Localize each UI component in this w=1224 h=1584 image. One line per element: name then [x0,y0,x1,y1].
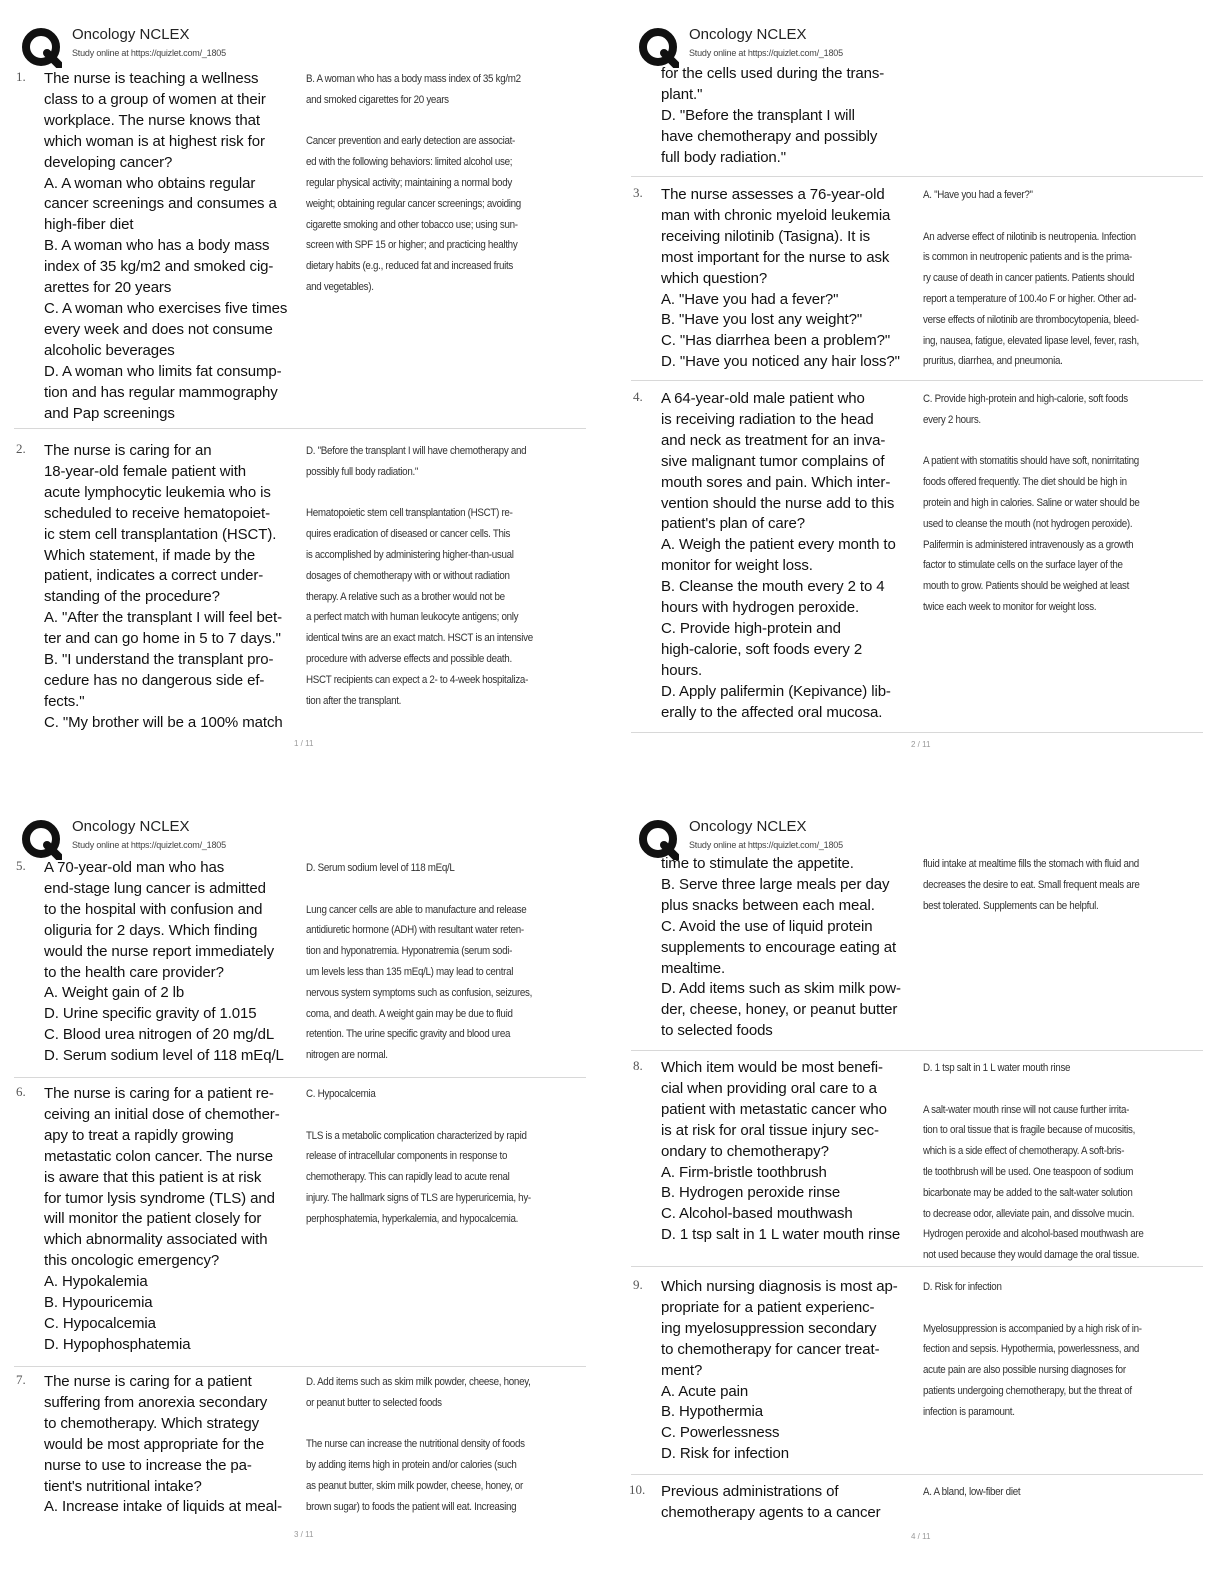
question-divider [14,1366,586,1367]
page-number: 4 / 11 [911,1532,931,1541]
question-number: 4. [633,389,643,404]
document-page-1 [8,4,598,784]
text-line: sive malignant tumor complains of [661,452,885,470]
text-line: injury. The hallmark signs of TLS are hyperuricemia, hy- [306,1191,531,1204]
answer-text [923,389,1205,431]
text-line: regular physical activity; maintaining a normal body [306,176,512,189]
text-line: ed with the following behaviors: limited alcohol use; [306,156,513,169]
text-line: B. "Have you lost any weight?" [661,311,863,329]
text-line: patients undergoing chemotherapy, but the threat of [923,1384,1132,1397]
question-divider [631,1050,1203,1051]
text-line: class to a group of women at their [44,90,266,108]
text-line: D. 1 tsp salt in 1 L water mouth rinse [661,1226,901,1244]
text-line: D. A woman who limits fat consump- [44,362,282,380]
text-line: D. Urine specific gravity of 1.015 [44,1005,257,1023]
text-line: A. "Have you had a fever?" [661,290,839,308]
text-line: tion and has regular mammography [44,383,278,401]
text-line: 18-year-old female patient with [44,462,247,480]
text-line: chemotherapy agents to a cancer [661,1503,881,1521]
text-line: and vegetables). [306,280,374,293]
text-line: B. Serve three large meals per day [661,875,890,893]
text-line: index of 35 kg/m2 and smoked cig- [44,258,274,276]
text-line: Previous administrations of [661,1483,839,1500]
answer-column [306,858,588,1066]
answer-text [306,69,588,111]
question-number: 5. [16,858,26,873]
rationale-text [923,1100,1205,1266]
page-number: 2 / 11 [911,740,931,749]
text-line: tient's nutritional intake? [44,1477,202,1495]
question-divider [631,380,1203,381]
text-line: D. Serum sodium level of 118 mEq/L [306,862,455,874]
text-line: C. "Has diarrhea been a problem?" [661,332,891,350]
text-line: D. Risk for infection [661,1445,789,1463]
text-line: ry cause of death in cancer patients. Patients should [923,272,1135,285]
text-line: Which item would be most benefi- [661,1059,883,1076]
text-line: acute pain are also possible nursing diagnoses for [923,1364,1126,1377]
answer-column [306,441,588,711]
text-line: A. A bland, low-fiber diet [923,1486,1021,1498]
text-line: weight; obtaining regular cancer screenings; avoiding [306,197,521,210]
answer-text [923,1482,1205,1503]
text-line: as peanut butter, skim milk powder, cheese, honey, or [306,1479,523,1492]
text-line: mouth to grow. Patients should be weighed at least [923,580,1130,593]
text-line: factor to stimulate cells on the surface layer of the [923,559,1123,572]
text-line: would be most appropriate for the [44,1435,265,1453]
text-line: report a temperature of 100.4o F or higher. Other ad- [923,292,1137,305]
text-line: C. Avoid the use of liquid protein [661,917,873,935]
text-line: tion to oral tissue that is fragile because of mucositis, [923,1124,1136,1137]
text-line: therapy. A relative such as a brother would not be [306,590,505,603]
text-line: supplements to encourage eating at [661,938,897,956]
text-line: D. Serum sodium level of 118 mEq/L [44,1047,284,1065]
text-line: coma, and death. A weight gain may be due to fluid [306,1007,513,1020]
question-number: 1. [16,69,26,84]
text-line: twice each week to monitor for weight loss. [923,600,1097,613]
question-divider [631,176,1203,177]
header-title: Oncology NCLEX [689,818,807,835]
text-line: best tolerated. Supplements can be helpful. [923,899,1099,912]
rationale-text [923,451,1205,617]
text-line: HSCT recipients can expect a 2- to 4-week hospitaliza- [306,673,529,686]
text-line: Cancer prevention and early detection are associat- [306,135,516,148]
text-line: cedure has no dangerous side ef- [44,671,265,689]
text-line: verse effects of nilotinib are thrombocytopenia, bleed- [923,313,1139,326]
header-subtitle[interactable]: Study online at https://quizlet.com/_1805 [689,48,843,58]
text-line: standing of the procedure? [44,588,220,606]
question-number: 6. [16,1084,26,1099]
rationale-text [306,1126,588,1230]
text-line: cial when providing oral care to a [661,1079,877,1097]
text-line: patient with metastatic cancer who [661,1100,887,1118]
question-number: 9. [633,1277,643,1292]
text-line: B. Hypothermia [661,1403,763,1421]
text-line: pruritus, diarrhea, and pneumonia. [923,355,1063,368]
text-line: A salt-water mouth rinse will not cause further irrita- [923,1103,1130,1116]
text-line: possibly full body radiation." [306,465,419,478]
text-line: ing myelosuppression secondary [661,1319,877,1337]
rationale-text [306,1434,588,1517]
text-line: D. "Before the transplant I will [661,106,855,124]
question-text [661,185,923,373]
text-line: D. Hypophosphatemia [44,1335,191,1353]
quizlet-q-logo-icon [22,28,62,68]
text-line: acute lymphocytic leukemia who is [44,483,271,501]
text-line: to chemotherapy for cancer treat- [661,1340,880,1358]
rationale-text [306,900,588,1066]
text-line: Which nursing diagnosis is most ap- [661,1278,898,1295]
text-line: ing, nausea, fatigue, elevated lipase level, fever, rash, [923,334,1139,347]
text-line: to decrease odor, alleviate pain, and dissolve mucin. [923,1207,1135,1220]
text-line: to selected foods [661,1022,773,1040]
text-line: A. Weigh the patient every month to [661,536,896,554]
text-line: and Pap screenings [44,404,175,422]
text-line: An adverse effect of nilotinib is neutropenia. Infection [923,230,1136,243]
text-line: a perfect match with human leukocyte antigens; only [306,611,519,624]
answer-text [306,441,588,483]
text-line: tion and hyponatremia. Hyponatremia (serum sodi- [306,945,513,958]
text-line: and smoked cigarettes for 20 years [306,93,449,106]
text-line: developing cancer? [44,153,173,171]
text-line: A. Weight gain of 2 lb [44,984,185,1002]
text-line: identical twins are an exact match. HSCT is an intensive [306,632,533,645]
document-page-2 [625,4,1215,784]
text-line: C. "My brother will be a 100% match [44,713,283,731]
text-line: D. Apply palifermin (Kepivance) lib- [661,682,891,700]
text-line: scheduled to receive hematopoiet- [44,504,271,522]
text-line: arettes for 20 years [44,279,172,297]
text-line: and neck as treatment for an inva- [661,431,886,449]
text-line: nervous system symptoms such as confusion, seizures, [306,986,533,999]
text-line: C. Hypocalcemia [44,1314,156,1332]
text-line: which is a side effect of chemotherapy. A soft-bris- [923,1145,1125,1158]
text-line: every week and does not consume [44,320,273,338]
text-line: protein and high in calories. Saline or water should be [923,496,1140,509]
text-line: not used because they would damage the oral tissue. [923,1249,1140,1262]
text-line: C. Provide high-protein and high-calorie, soft foods [923,393,1128,405]
text-line: hours with hydrogen peroxide. [661,599,860,617]
text-line: screen with SPF 15 or higher; and practicing healthy [306,239,518,252]
question-number: 8. [633,1058,643,1073]
text-line: The nurse is caring for an [44,442,212,459]
page-number: 3 / 11 [294,1530,314,1539]
text-line: Palifermin is administered intravenously as a growth [923,538,1134,551]
text-line: dosages of chemotherapy with or without radiation [306,569,510,582]
answer-column [923,1482,1205,1503]
text-line: The nurse is teaching a wellness [44,70,259,87]
text-line: mouth sores and pain. Which inter- [661,473,891,491]
text-line: A. A woman who obtains regular [44,174,256,192]
text-line: end-stage lung cancer is admitted [44,879,266,897]
answer-text [923,1277,1205,1298]
text-line: alcoholic beverages [44,341,175,359]
rationale-text [923,854,1205,916]
question-text [661,854,923,1042]
text-line: A. Acute pain [661,1382,749,1400]
text-line: C. Powerlessness [661,1424,780,1442]
text-line: A patient with stomatitis should have soft, nonirritating [923,455,1139,468]
rationale-text [923,227,1205,373]
text-line: tion after the transplant. [306,694,402,707]
text-line: is receiving radiation to the head [661,410,874,428]
text-line: perphosphatemia, hyperkalemia, and hypocalcemia. [306,1212,519,1225]
text-line: Lung cancer cells are able to manufacture and release [306,903,527,916]
header-title: Oncology NCLEX [689,26,807,43]
text-line: high-fiber diet [44,216,134,234]
text-line: The nurse assesses a 76-year-old [661,186,885,203]
text-line: which question? [661,269,768,287]
text-line: is at risk for oral tissue injury sec- [661,1121,879,1139]
answer-column [306,1084,588,1230]
text-line: mealtime. [661,959,726,977]
text-line: apy to treat a rapidly growing [44,1126,234,1144]
question-text [661,1482,923,1524]
text-line: A 64-year-old male patient who [661,390,865,407]
text-line: A. Firm-bristle toothbrush [661,1163,827,1181]
text-line: every 2 hours. [923,413,981,426]
text-line: patient's plan of care? [661,515,805,533]
text-line: nurse to use to increase the pa- [44,1456,252,1474]
text-line: quires eradication of diseased or cancer cells. This [306,528,511,541]
text-line: A. "Have you had a fever?" [923,189,1033,201]
text-line: D. Risk for infection [923,1281,1002,1293]
answer-column [923,185,1205,372]
text-line: time to stimulate the appetite. [661,855,854,872]
text-line: The nurse can increase the nutritional density of foods [306,1438,525,1451]
text-line: is common in neutropenic patients and is the prima- [923,251,1132,264]
text-line: A. "After the transplant I will feel bet- [44,609,283,627]
text-line: to chemotherapy. Which strategy [44,1414,260,1432]
text-line: used to cleanse the mouth (not hydrogen peroxide). [923,517,1133,530]
answer-text [306,1084,588,1105]
question-text [44,858,306,1067]
text-line: um levels less than 135 mEq/L) may lead to central [306,965,514,978]
question-number: 2. [16,441,26,456]
question-text [44,441,306,734]
text-line: B. A woman who has a body mass [44,237,270,255]
text-line: workplace. The nurse knows that [44,111,260,129]
answer-text [306,858,588,879]
text-line: will monitor the patient closely for [44,1210,262,1228]
text-line: bicarbonate may be added to the salt-water solution [923,1186,1133,1199]
text-line: for the cells used during the trans- [661,65,885,82]
answer-column [923,389,1205,618]
text-line: vention should the nurse add to this [661,494,895,512]
text-line: C. Alcohol-based mouthwash [661,1205,853,1223]
answer-column [923,1058,1205,1266]
text-line: D. 1 tsp salt in 1 L water mouth rinse [923,1062,1071,1074]
text-line: antidiuretic hormone (ADH) with resultant water reten- [306,924,524,937]
text-line: Hematopoietic stem cell transplantation (HSCT) re- [306,507,513,520]
header-title: Oncology NCLEX [72,26,190,43]
text-line: to the health care provider? [44,963,224,981]
text-line: The nurse is caring for a patient re- [44,1085,274,1102]
question-divider [631,732,1203,733]
text-line: is accomplished by administering higher-than-usual [306,548,514,561]
answer-text [923,185,1205,206]
text-line: hours. [661,661,703,679]
question-text [661,1277,923,1465]
text-line: release of intracellular components in response to [306,1150,508,1163]
text-line: B. A woman who has a body mass index of 35 kg/m2 [306,73,521,85]
question-text [661,64,923,169]
answer-column [923,854,1205,916]
text-line: The nurse is caring for a patient [44,1373,252,1390]
question-divider [14,428,586,429]
text-line: or peanut butter to selected foods [306,1396,442,1409]
text-line: brown sugar) to foods the patient will eat. Increasing [306,1500,517,1513]
text-line: A. Hypokalemia [44,1273,148,1291]
question-text [661,389,923,724]
answer-text [923,1058,1205,1079]
answer-column [306,69,588,298]
text-line: D. Add items such as skim milk powder, cheese, honey, [306,1376,531,1388]
text-line: retention. The urine specific gravity and blood urea [306,1028,511,1041]
text-line: to the hospital with confusion and [44,900,263,918]
rationale-text [306,503,588,711]
text-line: nitrogen are normal. [306,1049,388,1062]
quizlet-q-logo-icon [22,820,62,860]
text-line: decreases the desire to eat. Small frequent meals are [923,878,1140,891]
question-number: 7. [16,1372,26,1387]
text-line: cancer screenings and consumes a [44,195,277,213]
text-line: Myelosuppression is accompanied by a high risk of in- [923,1322,1142,1335]
header-subtitle[interactable]: Study online at https://quizlet.com/_1805 [72,840,226,850]
text-line: A. Increase intake of liquids at meal- [44,1498,282,1516]
text-line: most important for the nurse to ask [661,248,890,266]
text-line: man with chronic myeloid leukemia [661,206,891,224]
text-line: ondary to chemotherapy? [661,1142,829,1160]
text-line: Hydrogen peroxide and alcohol-based mouthwash are [923,1228,1144,1241]
question-text [44,69,306,424]
text-line: der, cheese, honey, or peanut butter [661,1001,898,1019]
text-line: oliguria for 2 days. Which finding [44,921,258,939]
text-line: ceiving an initial dose of chemother- [44,1105,280,1123]
text-line: suffering from anorexia secondary [44,1393,268,1411]
text-line: B. Cleanse the mouth every 2 to 4 [661,578,885,596]
text-line: for tumor lysis syndrome (TLS) and [44,1189,275,1207]
text-line: receiving nilotinib (Tasigna). It is [661,227,870,245]
text-line: Which statement, if made by the [44,546,256,564]
text-line: by adding items high in protein and/or calories (such [306,1459,517,1472]
text-line: B. Hypouricemia [44,1294,153,1312]
question-divider [14,1077,586,1078]
text-line: is aware that this patient is at risk [44,1168,262,1186]
question-number: 10. [629,1482,646,1497]
text-line: C. Blood urea nitrogen of 20 mg/dL [44,1026,275,1044]
text-line: plant." [661,85,703,103]
text-line: full body radiation." [661,148,786,166]
text-line: fluid intake at mealtime fills the stomach with fluid and [923,858,1139,870]
text-line: ter and can go home in 5 to 7 days." [44,630,281,648]
header-subtitle[interactable]: Study online at https://quizlet.com/_1805 [689,840,843,850]
question-number: 3. [633,185,643,200]
question-text [44,1372,306,1518]
text-line: monitor for weight loss. [661,557,813,575]
header-title: Oncology NCLEX [72,818,190,835]
text-line: ment? [661,1361,703,1379]
header-subtitle[interactable]: Study online at https://quizlet.com/_1805 [72,48,226,58]
text-line: cigarette smoking and other tobacco use; using sun- [306,218,518,231]
text-line: C. Provide high-protein and [661,619,841,637]
text-line: tle toothbrush will be used. One teaspoon of sodium [923,1165,1134,1178]
text-line: TLS is a metabolic complication characterized by rapid [306,1129,527,1142]
text-line: which woman is at highest risk for [44,132,265,150]
answer-text [306,1372,588,1414]
text-line: foods offered frequently. The diet should be high in [923,476,1127,489]
text-line: C. Hypocalcemia [306,1088,376,1100]
text-line: metastatic colon cancer. The nurse [44,1147,273,1165]
text-line: D. Add items such as skim milk pow- [661,980,901,998]
text-line: A 70-year-old man who has [44,859,225,876]
text-line: propriate for a patient experienc- [661,1298,875,1316]
text-line: high-calorie, soft foods every 2 [661,640,863,658]
question-divider [631,1474,1203,1475]
document-page-4 [625,796,1215,1576]
question-divider [631,1266,1203,1267]
text-line: dietary habits (e.g., reduced fat and increased fruits [306,260,514,273]
answer-column [923,1277,1205,1423]
text-line: patient, indicates a correct under- [44,567,264,585]
text-line: which abnormality associated with [44,1231,268,1249]
text-line: infection is paramount. [923,1405,1015,1418]
text-line: this oncologic emergency? [44,1252,220,1270]
quizlet-q-logo-icon [639,28,679,68]
answer-column [306,1372,588,1518]
text-line: chemotherapy. This can rapidly lead to acute renal [306,1171,510,1184]
text-line: D. "Before the transplant I will have chemotherapy and [306,445,527,457]
page-number: 1 / 11 [294,739,314,748]
text-line: procedure with adverse effects and possible death. [306,652,512,665]
text-line: B. Hydrogen peroxide rinse [661,1184,841,1202]
text-line: erally to the affected oral mucosa. [661,703,883,721]
text-line: plus snacks between each meal. [661,896,875,914]
question-text [661,1058,923,1246]
rationale-text [923,1319,1205,1423]
text-line: D. "Have you noticed any hair loss?" [661,353,900,371]
text-line: have chemotherapy and possibly [661,127,878,145]
text-line: would the nurse report immediately [44,942,275,960]
document-page-3 [8,796,598,1576]
question-text [44,1084,306,1356]
text-line: B. "I understand the transplant pro- [44,651,274,669]
text-line: C. A woman who exercises five times [44,299,288,317]
text-line: ic stem cell transplantation (HSCT). [44,525,277,543]
rationale-text [306,131,588,297]
text-line: fection and sepsis. Hypothermia, powerlessness, and [923,1343,1140,1356]
text-line: fects." [44,692,85,710]
